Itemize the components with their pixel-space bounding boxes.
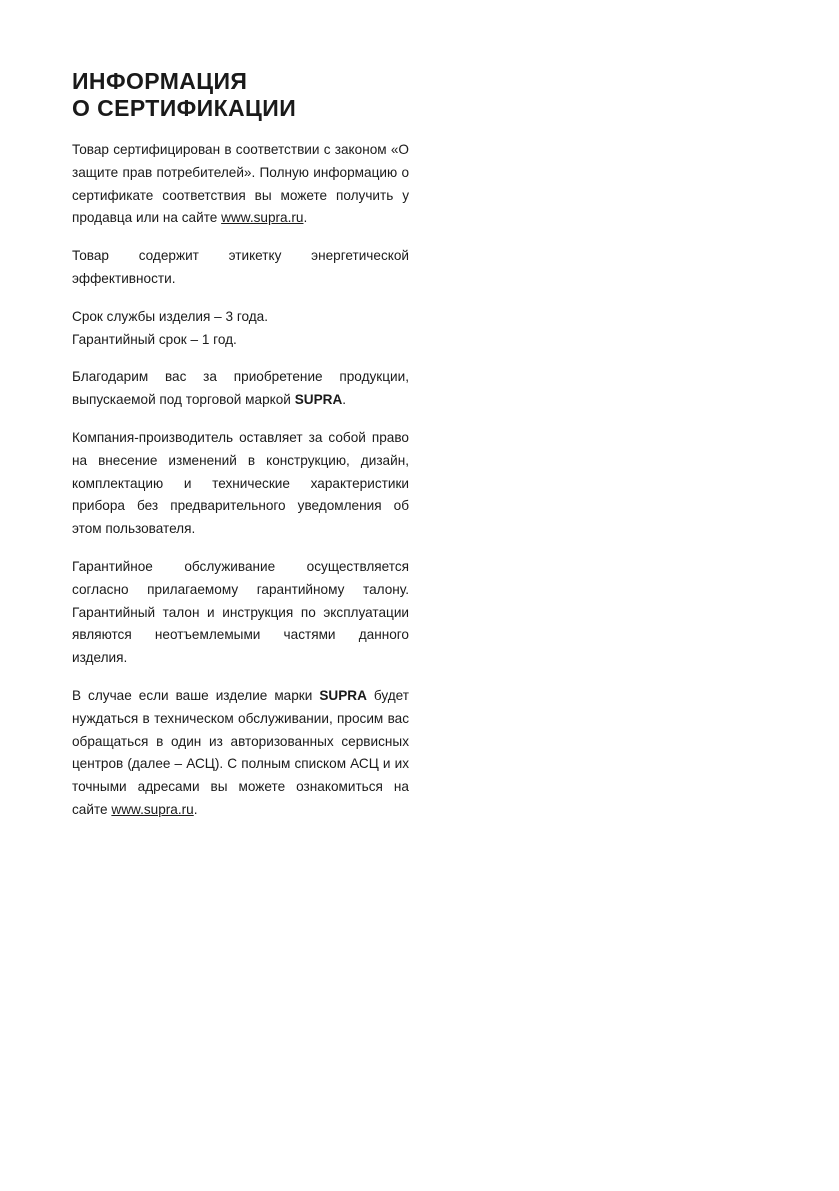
website-link[interactable]: www.supra.ru [111, 801, 194, 817]
certification-text-end: . [303, 210, 308, 226]
page-title [72, 68, 409, 122]
service-life-paragraph [72, 306, 409, 352]
warranty-service-paragraph: Гарантийное обслуживание осуществляется согласно прилагаемому гарантийному талону. Гарантийный талон и инструкция по эксплуатации являются неотъемлемыми частями данного изделия. [72, 558, 409, 666]
certification-section [72, 68, 409, 837]
energy-label-paragraph: Товар содержит этикетку энергетической эффективности. [72, 248, 409, 286]
service-life-line: Срок службы изделия – 3 года. [72, 308, 269, 324]
certification-paragraph [72, 139, 409, 230]
certification-text: Товар сертифицирован в соответствии с законом «О защите прав потребителей». Полную информацию о сертификате соответствия вы можете получить у продавца или на сайте [72, 142, 409, 226]
title-line-2: О СЕРТИФИКАЦИИ [72, 95, 297, 121]
service-centers-text-middle: будет нуждаться в техническом обслуживании, просим вас обращаться в один из авторизованных сервисных центров (далее – АСЦ). С полным списком АСЦ и их точными адресами вы можете ознакомиться на сайте [72, 687, 409, 817]
brand-name: SUPRA [319, 687, 367, 703]
warranty-period-line: Гарантийный срок – 1 год. [72, 331, 237, 347]
thanks-paragraph [72, 366, 409, 412]
website-link[interactable]: www.supra.ru [221, 210, 304, 226]
service-centers-text: В случае если ваше изделие марки [72, 687, 320, 703]
brand-name: SUPRA [294, 392, 343, 408]
manufacturer-rights-paragraph: Компания-производитель оставляет за собой право на внесение изменений в конструкцию, дизайн, комплектацию и технические характеристики прибора без предварительного уведомления об этом пользователя. [72, 429, 409, 537]
service-centers-paragraph [72, 685, 409, 822]
thanks-text: Благодарим вас за приобретение продукции, выпускаемой под торговой маркой [72, 369, 409, 408]
service-centers-text-end: . [193, 801, 198, 817]
thanks-text-end: . [342, 392, 347, 408]
title-line-1: ИНФОРМАЦИЯ [72, 68, 248, 94]
